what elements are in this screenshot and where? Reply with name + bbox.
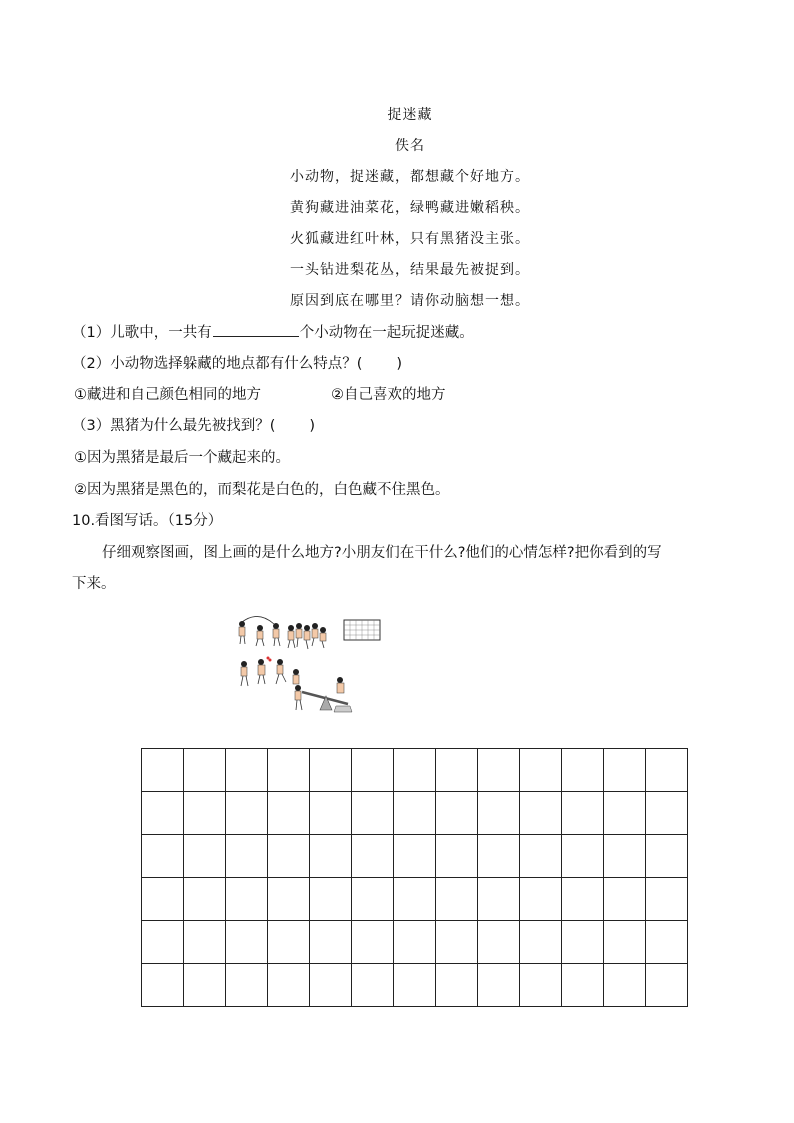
grid-cell[interactable]: [562, 835, 604, 878]
grid-cell[interactable]: [646, 878, 688, 921]
writing-grid[interactable]: [141, 748, 688, 1007]
poem-line-2: 黄狗藏进油菜花，绿鸭藏进嫩稻秧。: [290, 200, 530, 216]
grid-row: [142, 921, 688, 964]
grid-cell[interactable]: [646, 792, 688, 835]
grid-cell[interactable]: [268, 792, 310, 835]
poem-title: 捉迷藏: [387, 107, 433, 123]
grid-cell[interactable]: [226, 835, 268, 878]
grid-cell[interactable]: [310, 964, 352, 1007]
grid-cell[interactable]: [520, 749, 562, 792]
playground-illustration: [236, 614, 384, 714]
grid-cell[interactable]: [604, 964, 646, 1007]
grid-cell[interactable]: [646, 835, 688, 878]
grid-cell[interactable]: [604, 792, 646, 835]
grid-row: [142, 964, 688, 1007]
grid-cell[interactable]: [562, 792, 604, 835]
section-10-prompt-2: 下来。: [72, 576, 116, 592]
grid-cell[interactable]: [184, 964, 226, 1007]
grid-cell[interactable]: [604, 878, 646, 921]
question-1-prefix: （1）儿歌中，一共有: [72, 325, 212, 341]
grid-row: [142, 878, 688, 921]
poem-author: 佚名: [395, 138, 425, 154]
grid-cell[interactable]: [142, 964, 184, 1007]
grid-cell[interactable]: [310, 835, 352, 878]
grid-cell[interactable]: [604, 835, 646, 878]
question-2: [72, 352, 402, 373]
question-3-option-1: ①因为黑猪是最后一个藏起来的。: [74, 450, 290, 466]
question-3-close: ): [309, 418, 316, 434]
grid-cell[interactable]: [478, 878, 520, 921]
grid-cell[interactable]: [184, 921, 226, 964]
grid-row: [142, 749, 688, 792]
question-1: [72, 321, 474, 342]
grid-cell[interactable]: [142, 749, 184, 792]
poem-line-1: 小动物，捉迷藏，都想藏个好地方。: [290, 169, 530, 185]
grid-row: [142, 835, 688, 878]
grid-cell[interactable]: [520, 921, 562, 964]
grid-cell[interactable]: [394, 749, 436, 792]
grid-cell[interactable]: [478, 749, 520, 792]
grid-cell[interactable]: [352, 921, 394, 964]
grid-cell[interactable]: [352, 878, 394, 921]
grid-cell[interactable]: [268, 878, 310, 921]
grid-cell[interactable]: [562, 878, 604, 921]
question-2-text: （2）小动物选择躲藏的地点都有什么特点？(: [72, 356, 363, 372]
grid-cell[interactable]: [352, 792, 394, 835]
grid-cell[interactable]: [394, 964, 436, 1007]
grid-cell[interactable]: [184, 835, 226, 878]
question-2-close: ): [396, 356, 403, 372]
grid-cell[interactable]: [436, 921, 478, 964]
grid-cell[interactable]: [394, 792, 436, 835]
grid-cell[interactable]: [394, 921, 436, 964]
question-3-text: （3）黑猪为什么最先被找到？(: [72, 418, 276, 434]
grid-cell[interactable]: [562, 749, 604, 792]
grid-cell[interactable]: [226, 921, 268, 964]
grid-cell[interactable]: [142, 835, 184, 878]
grid-row: [142, 792, 688, 835]
grid-cell[interactable]: [562, 921, 604, 964]
grid-cell[interactable]: [520, 792, 562, 835]
grid-cell[interactable]: [562, 964, 604, 1007]
grid-cell[interactable]: [268, 921, 310, 964]
grid-cell[interactable]: [352, 835, 394, 878]
grid-cell[interactable]: [226, 749, 268, 792]
poem-line-3: 火狐藏进红叶林，只有黑猪没主张。: [290, 231, 530, 247]
grid-cell[interactable]: [184, 749, 226, 792]
grid-cell[interactable]: [226, 792, 268, 835]
grid-cell[interactable]: [520, 878, 562, 921]
question-3-option-2: ②因为黑猪是黑色的，而梨花是白色的，白色藏不住黑色。: [74, 482, 450, 498]
grid-cell[interactable]: [310, 921, 352, 964]
grid-cell[interactable]: [646, 749, 688, 792]
question-2-option-1: ①藏进和自己颜色相同的地方: [74, 387, 261, 403]
grid-cell[interactable]: [226, 878, 268, 921]
section-10-prompt-1: 仔细观察图画，图上画的是什么地方?小朋友们在干什么?他们的心情怎样?把你看到的写: [102, 545, 662, 561]
question-1-suffix: 个小动物在一起玩捉迷藏。: [299, 325, 474, 341]
grid-cell[interactable]: [436, 749, 478, 792]
grid-cell[interactable]: [436, 878, 478, 921]
grid-cell[interactable]: [142, 878, 184, 921]
grid-cell[interactable]: [352, 964, 394, 1007]
grid-cell[interactable]: [184, 792, 226, 835]
grid-cell[interactable]: [268, 964, 310, 1007]
grid-cell[interactable]: [310, 749, 352, 792]
grid-cell[interactable]: [520, 835, 562, 878]
answer-blank[interactable]: [213, 322, 299, 337]
grid-cell[interactable]: [394, 878, 436, 921]
grid-cell[interactable]: [436, 964, 478, 1007]
grid-cell[interactable]: [268, 835, 310, 878]
grid-cell[interactable]: [520, 964, 562, 1007]
grid-cell[interactable]: [604, 921, 646, 964]
grid-cell[interactable]: [310, 878, 352, 921]
grid-cell[interactable]: [646, 964, 688, 1007]
grid-cell[interactable]: [646, 921, 688, 964]
question-2-option-2: ②自己喜欢的地方: [331, 387, 446, 403]
grid-cell[interactable]: [604, 749, 646, 792]
grid-cell[interactable]: [142, 792, 184, 835]
grid-cell[interactable]: [310, 792, 352, 835]
question-3: [72, 414, 315, 435]
section-10-heading: 10.看图写话。（15分）: [72, 513, 223, 529]
grid-cell[interactable]: [184, 878, 226, 921]
poem-line-4: 一头钻进梨花丛，结果最先被捉到。: [290, 262, 530, 278]
grid-cell[interactable]: [394, 835, 436, 878]
grid-cell[interactable]: [226, 964, 268, 1007]
poem-line-5: 原因到底在哪里？请你动脑想一想。: [290, 293, 530, 309]
grid-cell[interactable]: [478, 921, 520, 964]
grid-cell[interactable]: [478, 964, 520, 1007]
grid-cell[interactable]: [268, 749, 310, 792]
grid-cell[interactable]: [352, 749, 394, 792]
grid-cell[interactable]: [478, 792, 520, 835]
grid-cell[interactable]: [436, 835, 478, 878]
grid-cell[interactable]: [142, 921, 184, 964]
grid-cell[interactable]: [478, 835, 520, 878]
grid-cell[interactable]: [436, 792, 478, 835]
